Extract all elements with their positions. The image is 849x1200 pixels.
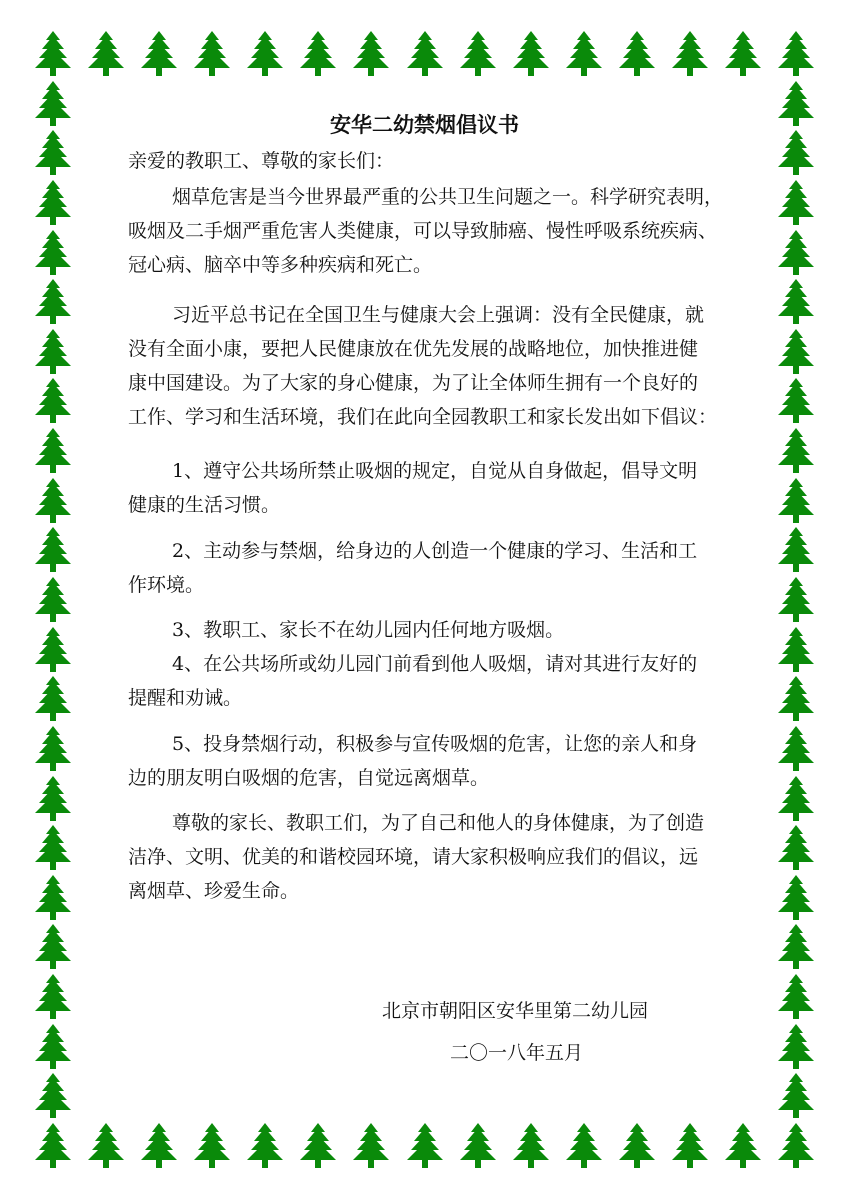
signature-organization: 北京市朝阳区安华里第二幼儿园 xyxy=(382,1000,649,1022)
document-title: 安华二幼禁烟倡议书 xyxy=(330,113,519,137)
tree-icon xyxy=(723,1122,763,1170)
tree-icon xyxy=(139,30,179,78)
tree-icon xyxy=(776,477,816,525)
tree-icon xyxy=(776,328,816,376)
tree-icon xyxy=(776,626,816,674)
proposal-item-1 xyxy=(128,454,728,522)
tree-icon xyxy=(33,30,73,78)
paragraph-line: 没有全面小康，要把人民健康放在优先发展的战略地位，加快推进健 xyxy=(128,338,699,360)
paragraph-closing xyxy=(128,806,728,908)
tree-icon xyxy=(351,30,391,78)
tree-icon xyxy=(33,328,73,376)
paragraph-line: 5、投身禁烟行动，积极参与宣传吸烟的危害，让您的亲人和身 xyxy=(172,733,698,755)
paragraph-line: 提醒和劝诫。 xyxy=(128,687,243,709)
tree-icon xyxy=(405,1122,445,1170)
tree-icon xyxy=(86,1122,126,1170)
tree-icon xyxy=(564,1122,604,1170)
tree-icon xyxy=(776,427,816,475)
tree-icon xyxy=(564,30,604,78)
paragraph-line: 3、教职工、家长不在幼儿园内任何地方吸烟。 xyxy=(172,619,565,641)
tree-icon xyxy=(776,30,816,78)
tree-icon xyxy=(33,675,73,723)
tree-icon xyxy=(458,30,498,78)
tree-icon xyxy=(776,973,816,1021)
tree-icon xyxy=(511,1122,551,1170)
paragraph-line: 离烟草、珍爱生命。 xyxy=(128,880,300,902)
tree-icon xyxy=(33,973,73,1021)
tree-icon xyxy=(298,1122,338,1170)
tree-icon xyxy=(776,874,816,922)
paragraph-line: 习近平总书记在全国卫生与健康大会上强调：没有全民健康，就 xyxy=(172,304,705,326)
paragraph-line: 2、主动参与禁烟，给身边的人创造一个健康的学习、生活和工 xyxy=(172,540,698,562)
tree-icon xyxy=(776,775,816,823)
tree-icon xyxy=(405,30,445,78)
tree-icon xyxy=(670,30,710,78)
tree-icon xyxy=(511,30,551,78)
tree-icon xyxy=(33,626,73,674)
paragraph-line: 吸烟及二手烟严重危害人类健康，可以导致肺癌、慢性呼吸系统疾病、 xyxy=(128,220,718,242)
tree-icon xyxy=(776,675,816,723)
proposal-item-5 xyxy=(128,727,728,795)
tree-icon xyxy=(86,30,126,78)
proposal-item-2 xyxy=(128,534,728,602)
tree-icon xyxy=(139,1122,179,1170)
paragraph-line: 烟草危害是当今世界最严重的公共卫生问题之一。科学研究表明， xyxy=(172,186,724,208)
tree-icon xyxy=(776,278,816,326)
tree-icon xyxy=(245,30,285,78)
tree-icon xyxy=(245,1122,285,1170)
paragraph-line: 1、遵守公共场所禁止吸烟的规定，自觉从自身做起，倡导文明 xyxy=(172,460,698,482)
tree-icon xyxy=(192,30,232,78)
tree-icon xyxy=(33,576,73,624)
tree-icon xyxy=(33,874,73,922)
tree-icon xyxy=(33,229,73,277)
paragraph-line: 冠心病、脑卒中等多种疾病和死亡。 xyxy=(128,254,433,276)
paragraph-line: 健康的生活习惯。 xyxy=(128,494,281,516)
paragraph-quote xyxy=(128,298,728,434)
tree-icon xyxy=(776,1122,816,1170)
tree-icon xyxy=(33,1072,73,1120)
tree-icon xyxy=(192,1122,232,1170)
tree-icon xyxy=(617,30,657,78)
tree-icon xyxy=(458,1122,498,1170)
tree-icon xyxy=(351,1122,391,1170)
tree-icon xyxy=(776,377,816,425)
paragraph-line: 工作、学习和生活环境，我们在此向全园教职工和家长发出如下倡议： xyxy=(128,406,718,428)
tree-icon xyxy=(776,824,816,872)
tree-icon xyxy=(33,179,73,227)
tree-icon xyxy=(33,824,73,872)
tree-icon xyxy=(33,278,73,326)
proposal-item-3 xyxy=(128,613,728,647)
tree-icon xyxy=(33,377,73,425)
paragraph-line: 作环境。 xyxy=(128,574,205,596)
tree-icon xyxy=(776,229,816,277)
tree-icon xyxy=(670,1122,710,1170)
tree-icon xyxy=(776,1023,816,1071)
tree-icon xyxy=(776,576,816,624)
tree-icon xyxy=(776,725,816,773)
tree-icon xyxy=(776,1072,816,1120)
tree-icon xyxy=(33,526,73,574)
tree-icon xyxy=(723,30,763,78)
paragraph-intro xyxy=(128,180,728,282)
paragraph-line: 边的朋友明白吸烟的危害，自觉远离烟草。 xyxy=(128,767,490,789)
tree-icon xyxy=(33,923,73,971)
tree-icon xyxy=(33,775,73,823)
paragraph-line: 康中国建设。为了大家的身心健康，为了让全体师生拥有一个良好的 xyxy=(128,372,699,394)
tree-icon xyxy=(776,179,816,227)
tree-icon xyxy=(33,725,73,773)
tree-icon xyxy=(617,1122,657,1170)
paragraph-line: 洁净、文明、优美的和谐校园环境，请大家积极响应我们的倡议，远 xyxy=(128,846,699,868)
tree-icon xyxy=(298,30,338,78)
tree-icon xyxy=(33,477,73,525)
paragraph-line: 尊敬的家长、教职工们，为了自己和他人的身体健康，为了创造 xyxy=(172,812,705,834)
tree-icon xyxy=(33,427,73,475)
tree-icon xyxy=(33,1023,73,1071)
proposal-item-4 xyxy=(128,647,728,715)
tree-icon xyxy=(776,923,816,971)
tree-icon xyxy=(33,1122,73,1170)
salutation: 亲爱的教职工、尊敬的家长们： xyxy=(128,150,395,172)
signature-date: 二〇一八年五月 xyxy=(450,1042,584,1064)
tree-icon xyxy=(776,526,816,574)
paragraph-line: 4、在公共场所或幼儿园门前看到他人吸烟，请对其进行友好的 xyxy=(172,653,698,675)
